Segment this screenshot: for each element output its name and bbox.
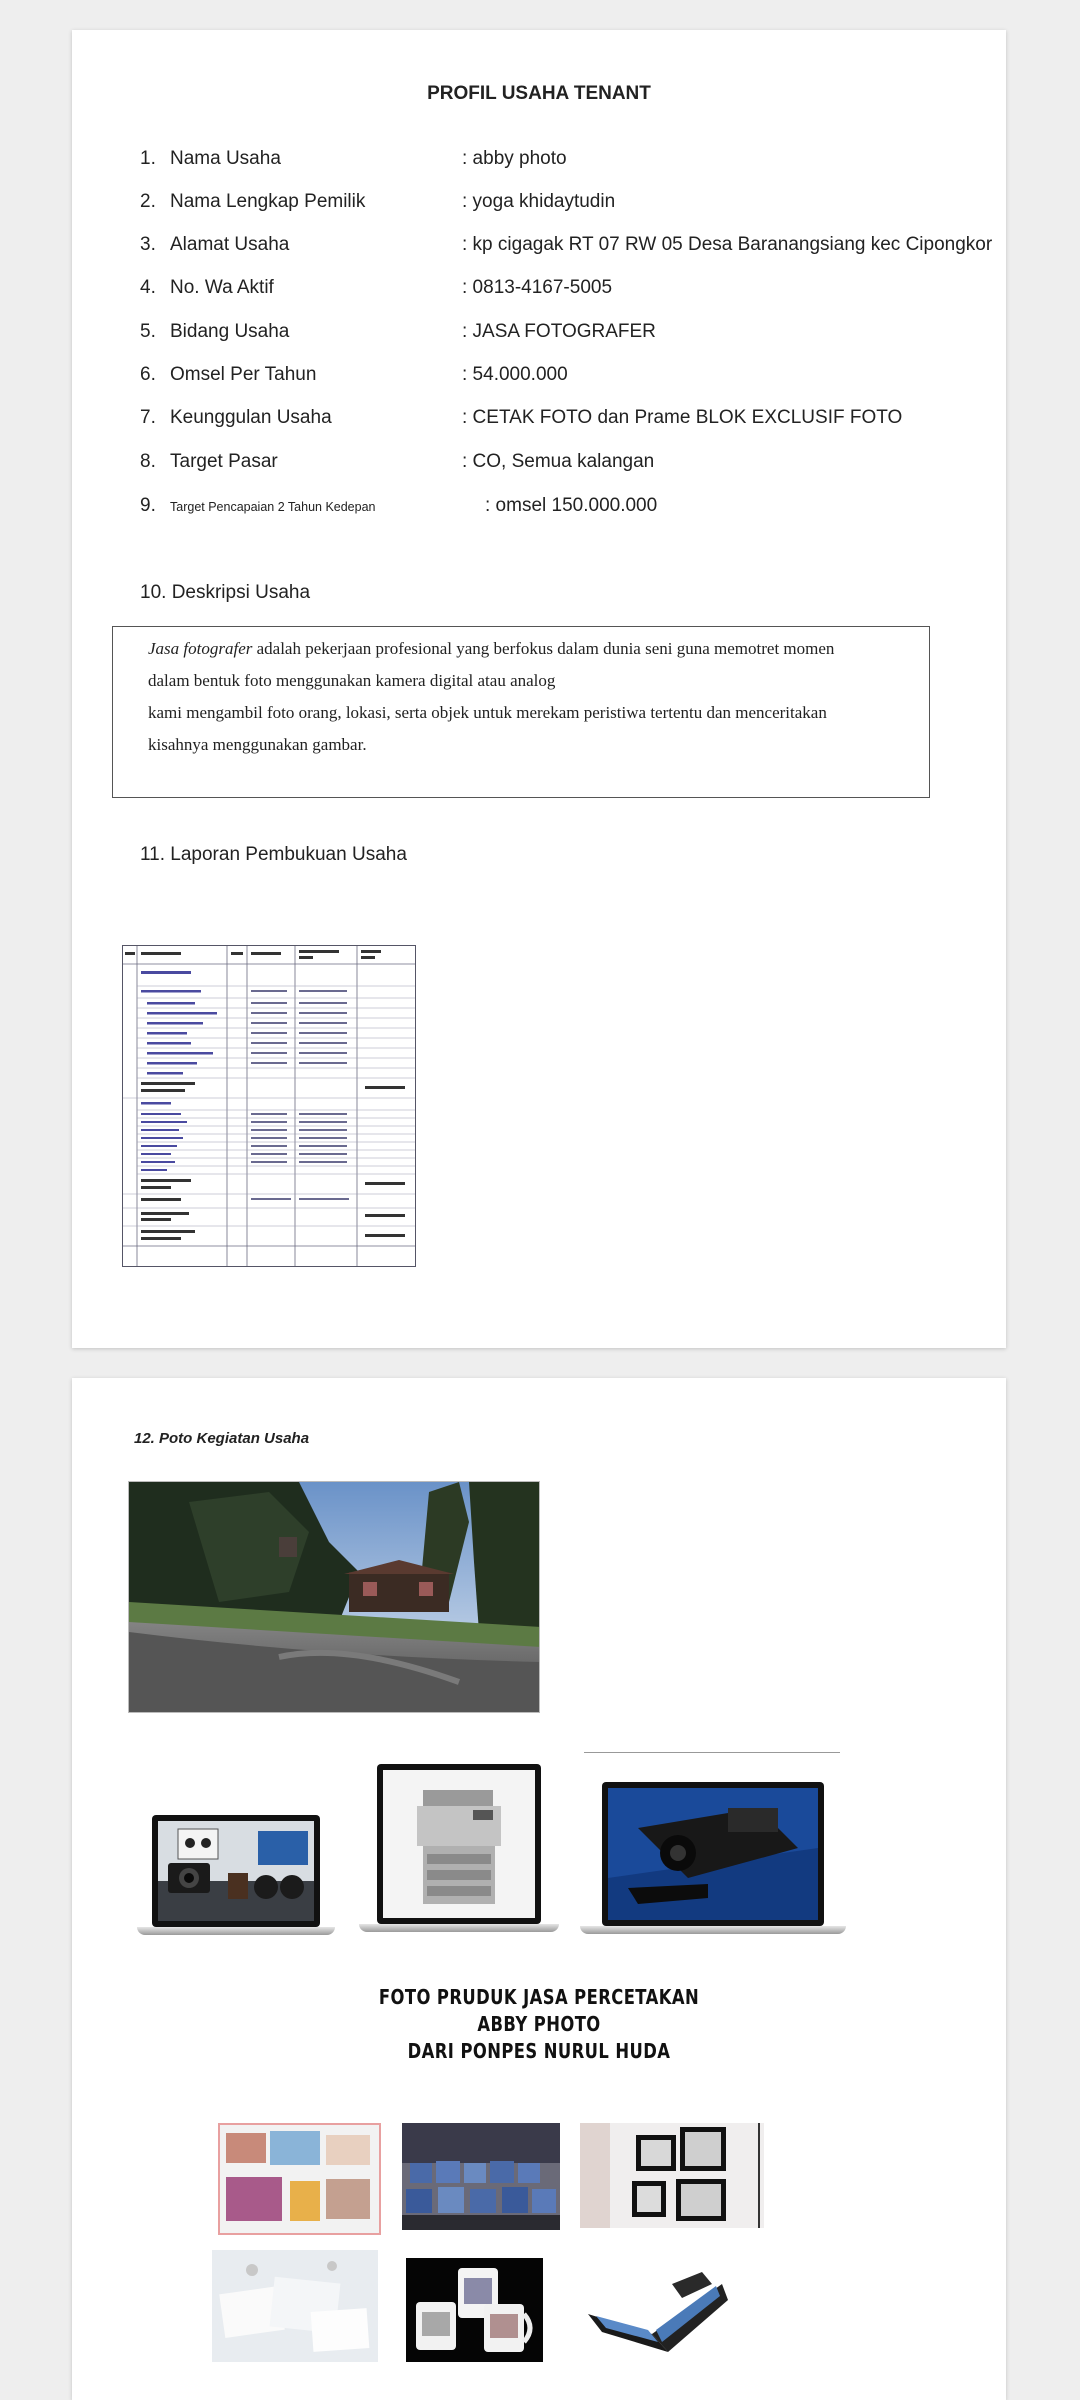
product-photo-prints: [218, 2123, 381, 2235]
description-box: [112, 626, 930, 798]
description-line: dalam bentuk foto menggunakan kamera digital atau analog: [148, 671, 556, 690]
laptop-mockup-printer: [359, 1764, 559, 1937]
description-line: kami mengambil foto orang, lokasi, serta objek untuk merekam peristiwa tertentu dan menceritakan: [148, 703, 827, 722]
row-number: 1.: [140, 148, 156, 169]
row-number: 7.: [140, 407, 156, 428]
activity-photo-street: [128, 1481, 540, 1713]
row-number: 2.: [140, 191, 156, 212]
row-value: : abby photo: [462, 148, 567, 169]
row-number: 6.: [140, 364, 156, 385]
row-label: Omsel Per Tahun: [170, 364, 317, 385]
section-heading-activity-photos: 12. Poto Kegiatan Usaha: [134, 1430, 310, 1447]
row-number: 3.: [140, 234, 156, 255]
ledger-table-image: [122, 945, 416, 1267]
description-line: adalah pekerjaan profesional yang berfokus dalam dunia seni guna memotret momen: [252, 639, 835, 658]
separator-line: [584, 1752, 840, 1753]
banner-line: ABBY PHOTO: [477, 2012, 601, 2036]
row-label: Alamat Usaha: [170, 234, 290, 255]
product-photo-album: [582, 2264, 732, 2356]
product-photo-wall-frames: [580, 2123, 764, 2228]
row-value: : CETAK FOTO dan Prame BLOK EXCLUSIF FOTO: [462, 407, 903, 428]
row-value: : yoga khidaytudin: [462, 191, 616, 212]
laptop-mockup-camera: [137, 1815, 335, 1937]
row-value: : omsel 150.000.000: [485, 495, 658, 516]
laptop-mockup-camera-closeup: [580, 1782, 846, 1937]
printer-machine-photo: [383, 1770, 535, 1918]
document-page-1: [72, 30, 1006, 1348]
row-label: Target Pasar: [170, 451, 278, 472]
row-label: Keunggulan Usaha: [170, 407, 332, 428]
row-label: Target Pencapaian 2 Tahun Kedepan: [170, 500, 376, 514]
banner-line: DARI PONPES NURUL HUDA: [407, 2039, 671, 2063]
description-line: kisahnya menggunakan gambar.: [148, 735, 367, 754]
product-photo-frames-display: [402, 2123, 560, 2230]
document-page-2: [72, 1378, 1006, 2400]
row-number: 5.: [140, 321, 156, 342]
section-heading-description: 10. Deskripsi Usaha: [140, 582, 311, 603]
section-heading-ledger: 11. Laporan Pembukuan Usaha: [140, 844, 407, 865]
row-number: 8.: [140, 451, 156, 472]
row-label: No. Wa Aktif: [170, 277, 274, 298]
row-value: : JASA FOTOGRAFER: [462, 321, 656, 342]
row-value: : 54.000.000: [462, 364, 568, 385]
row-number: 9.: [140, 495, 156, 516]
product-photo-mugs: [406, 2258, 543, 2362]
product-banner: [156, 1984, 922, 2065]
description-lead: Jasa fotografer: [148, 639, 253, 658]
row-value: : 0813-4167-5005: [462, 277, 613, 298]
ledger-table-scan: [123, 946, 415, 1266]
camera-closeup-photo: [608, 1788, 818, 1920]
camera-equipment-photo: [158, 1821, 314, 1921]
row-label: Nama Lengkap Pemilik: [170, 191, 366, 212]
row-label: Bidang Usaha: [170, 321, 290, 342]
row-value: : CO, Semua kalangan: [462, 451, 655, 472]
row-label: Nama Usaha: [170, 148, 281, 169]
row-number: 4.: [140, 277, 156, 298]
product-photo-cards: [212, 2250, 378, 2362]
banner-line: FOTO PRUDUK JASA PERCETAKAN: [378, 1985, 700, 2009]
row-value: : kp cigagak RT 07 RW 05 Desa Baranangsiang kec Cipongkor: [462, 234, 993, 255]
document-title: PROFIL USAHA TENANT: [427, 83, 651, 104]
